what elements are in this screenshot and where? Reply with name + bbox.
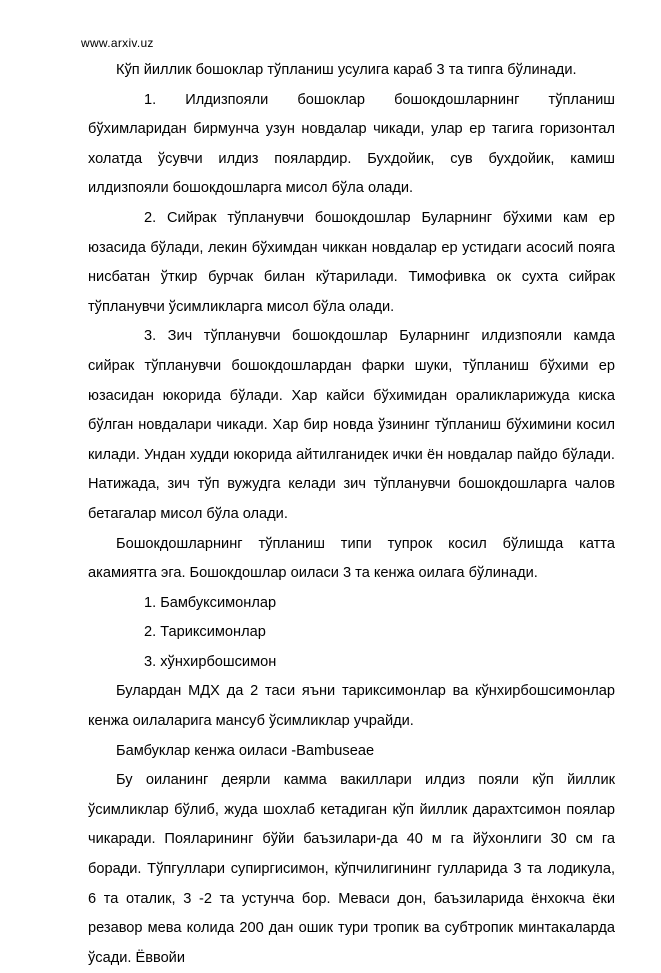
mdh-paragraph: Булардан МДХ да 2 таси яъни тариксимонлар ва кўнхирбошсимонлар кенжа оилаларига мансуб ўсимликлар учрайди. <box>88 683 615 730</box>
type-3-paragraph: 3. Зич тўпланувчи бошокдошлар Буларнинг илдизпояли камда сийрак тўпланувчи бошокдошлардан фарки шуки, тўпланиш бўхими ер юзасидан юкорида бўлади. Хар кайси бўхимидан ораликларижуда киска бўлган новдалари чикади. Хар бир новда ўзининг тўпланиш бўхимини косил килади. Ундан худди юкорида айтилганидек ички ён новдалар пайдо бўлади. Натижада, зич тўп вужудга келади зич тўпланувчи бошокдошларга чалов бетагалар мисол бўла олади. <box>88 328 615 522</box>
type-1-paragraph: 1. Илдизпояли бошоклар бошокдошларнинг тўпланиш бўхимларидан бирмунча узун новдалар чикади, улар ер тагига горизонтал холатда ўсувчи илдиз поялардир. Бухдойик, сув бухдойик, камиш илдизпояли бошокдошларга мисол бўла олади. <box>88 91 615 197</box>
subfamily-item: 3. хўнхирбошсимон <box>144 653 277 670</box>
site-url: www.arxiv.uz <box>81 36 154 50</box>
bamboo-heading: Бамбуклар кенжа оиласи -Bambuseae <box>116 742 375 759</box>
subfamily-item: 1. Бамбуксимонлар <box>144 594 277 611</box>
classification-paragraph: Бошокдошларнинг тўпланиш типи тупрок косил бўлишда катта акамиятга эга. Бошокдошлар оиласи 3 та кенжа оилага бўлинади. <box>88 535 615 582</box>
document-body <box>88 56 615 973</box>
intro-paragraph: Кўп йиллик бошоклар тўпланиш усулига караб 3 та типга бўлинади. <box>116 62 577 78</box>
type-2-paragraph: 2. Сийрак тўпланувчи бошокдошлар Буларнинг бўхими кам ер юзасида бўлади, лекин бўхимдан чиккан новдалар ер устидаги асосий пояга нисбатан ўткир бурчак билан кўтарилади. Тимофивка ок сухта сийрак тўпланувчи ўсимликларга мисол бўла олади. <box>88 209 615 315</box>
bamboo-paragraph: Бу оиланинг деярли камма вакиллари илдиз пояли кўп йиллик ўсимликлар бўлиб, жуда шохлаб кетадиган кўп йиллик дарахтсимон поялар чикаради. Пояларининг бўйи баъзилари-да 40 м га йўхонлиги 30 см га боради. Тўпгуллари супиргисимон, кўпчилигининг гулларида 3 та лодикула, 6 та оталик, 3 -2 та устунча бор. Меваси дон, баъзиларида ёнхокча ёки резавор мева колида 200 дан ошик тури тропик ва субтропик минтакаларда ўсади. Ёввойи <box>88 772 615 966</box>
subfamily-item: 2. Тариксимонлар <box>144 624 266 641</box>
